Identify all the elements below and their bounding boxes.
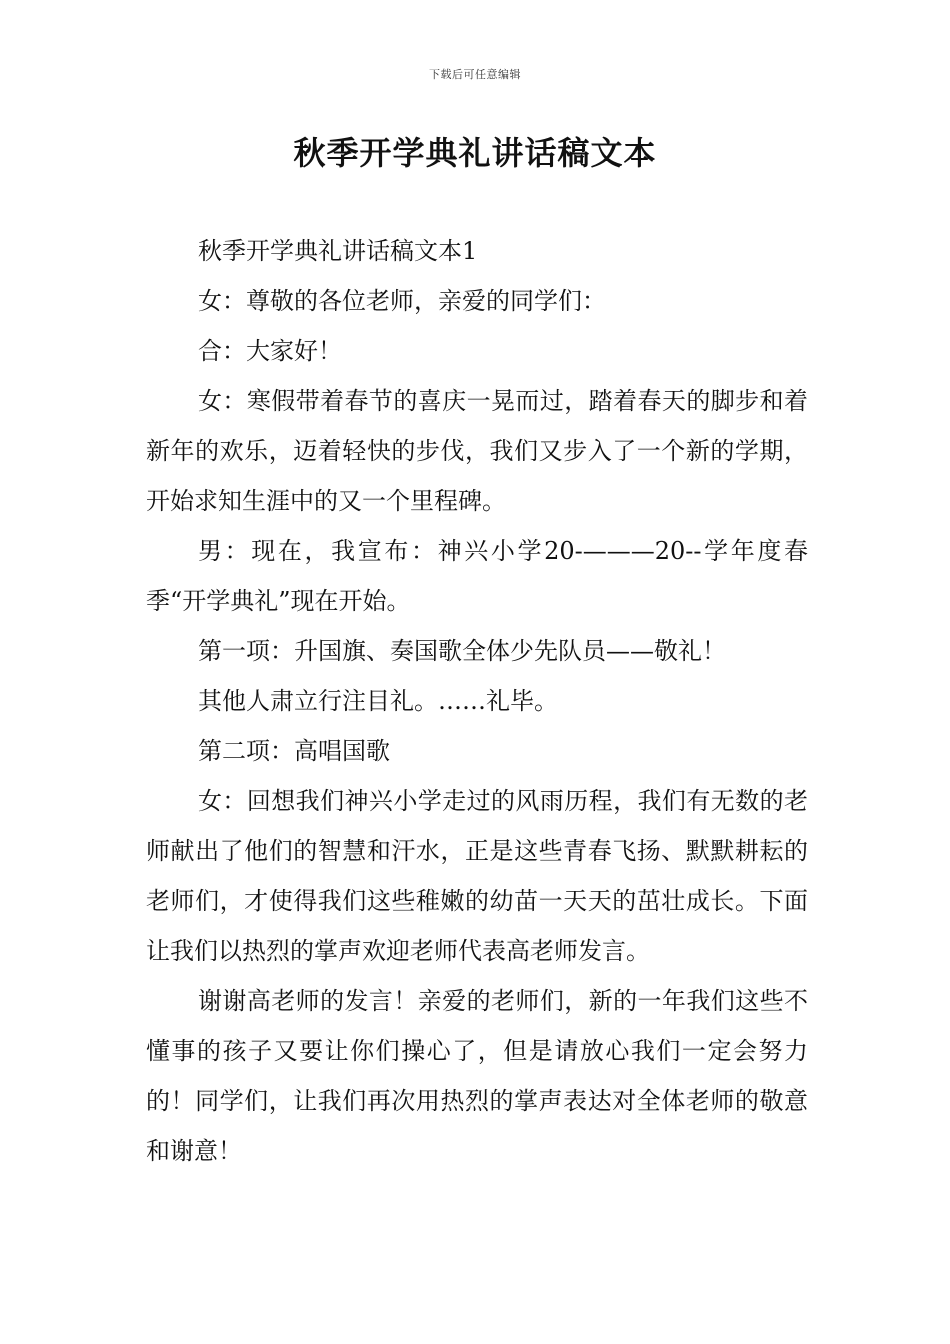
subtitle-paragraph: 秋季开学典礼讲话稿文本1 (198, 237, 478, 265)
paragraph: 女：尊敬的各位老师，亲爱的同学们： (198, 287, 606, 315)
paragraph: 第一项：升国旗、奏国歌全体少先队员——敬礼！ (198, 637, 726, 665)
paragraph: 第二项：高唱国歌 (198, 737, 390, 765)
document-title: 秋季开学典礼讲话稿文本 (293, 134, 657, 172)
header-note: 下载后可任意编辑 (429, 68, 521, 81)
paragraph: 女：寒假带着春节的喜庆一晃而过，踏着春天的脚步和着新年的欢乐，迈着轻快的步伐，我们又步入了一个新的学期，开始求知生涯中的又一个里程碑。 (146, 387, 808, 515)
paragraph: 男：现在，我宣布：神兴小学20-———20--学年度春季“开学典礼”现在开始。 (146, 537, 808, 615)
paragraph: 其他人肃立行注目礼。……礼毕。 (198, 687, 558, 715)
paragraph: 谢谢高老师的发言！亲爱的老师们，新的一年我们这些不懂事的孩子又要让你们操心了，但是请放心我们一定会努力的！同学们，让我们再次用热烈的掌声表达对全体老师的敬意和谢意！ (146, 987, 808, 1165)
document-body (146, 226, 808, 1176)
paragraph: 女：回想我们神兴小学走过的风雨历程，我们有无数的老师献出了他们的智慧和汗水，正是这些青春飞扬、默默耕耘的老师们，才使得我们这些稚嫩的幼苗一天天的茁壮成长。下面让我们以热烈的掌声欢迎老师代表高老师发言。 (146, 787, 808, 965)
paragraph: 合：大家好！ (198, 337, 342, 365)
